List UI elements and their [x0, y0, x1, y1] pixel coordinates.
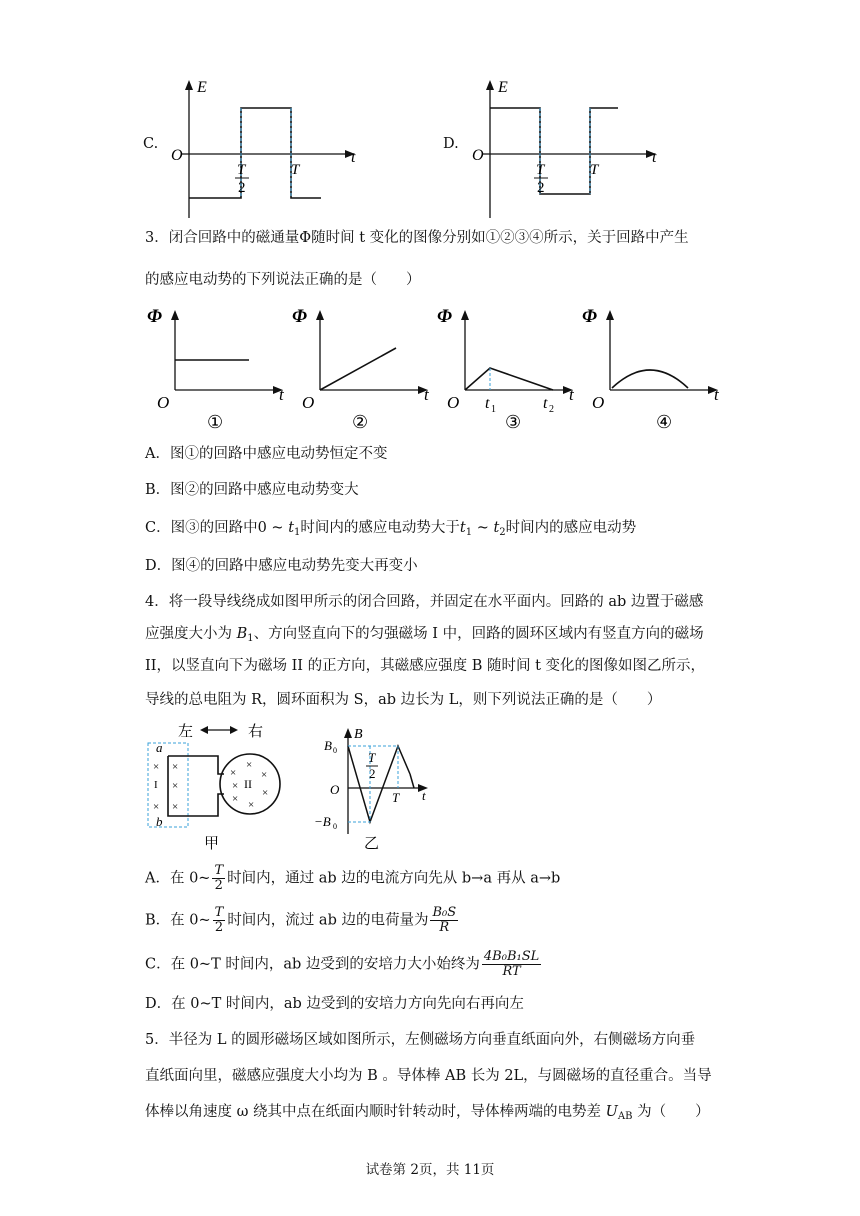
half-period-den: 2 — [537, 180, 545, 196]
graph-label-3: ③ — [505, 412, 522, 432]
q4-line2: 应强度大小为 $B_1$、方向竖直向下的匀强磁场 I 中，回路的圆环区域内有竖直方向的磁场 — [145, 626, 704, 644]
graph-c — [165, 78, 365, 228]
q3-option-d[interactable]: D．图④的回路中感应电动势先变大再变小 — [145, 558, 418, 574]
option-c-label: C. — [143, 136, 159, 152]
svg-text:Φ: Φ — [582, 306, 597, 327]
svg-text:t: t — [485, 395, 490, 412]
svg-text:II: II — [244, 777, 252, 791]
q3-stem-line1: 3．闭合回路中的磁通量Φ随时间 t 变化的图像分别如①②③④所示，关于回路中产生 — [145, 230, 689, 246]
figure-jia-caption: 甲 — [204, 836, 220, 852]
svg-text:−B: −B — [314, 814, 331, 829]
svg-text:×: × — [153, 801, 160, 813]
q4-line3: II，以竖直向下为磁场 II 的正方向，其磁感应强度 B 随时间 t 变化的图像如图乙所示， — [145, 658, 706, 674]
svg-text:b: b — [156, 814, 163, 829]
q3-option-c[interactable]: C．图③的回路中0 ~ $t_1$时间内的感应电动势大于$t_1$ ~ $t_2$时间内的感应电动势 — [145, 520, 637, 538]
half-period-num: T — [536, 162, 545, 178]
svg-text:I: I — [154, 779, 158, 791]
svg-text:T: T — [392, 790, 400, 805]
svg-text:×: × — [232, 793, 239, 805]
graph-label-1: ① — [207, 412, 224, 432]
svg-text:Φ: Φ — [292, 306, 307, 327]
svg-text:×: × — [230, 767, 237, 779]
graph-label-4: ④ — [656, 412, 673, 432]
graph-d — [466, 78, 666, 228]
figure-yi — [310, 716, 460, 856]
q3-stem-line2: 的感应电动势的下列说法正确的是（ ） — [145, 272, 421, 288]
svg-text:O: O — [330, 782, 340, 797]
svg-text:左: 左 — [178, 724, 194, 740]
svg-text:Φ: Φ — [147, 306, 162, 327]
q5-line3: 体棒以角速度 ω 绕其中点在纸面内顺时针转动时，导体棒两端的电势差 $U_{AB}$ 为（ ） — [145, 1104, 710, 1122]
svg-text:×: × — [172, 761, 179, 773]
svg-text:B: B — [324, 738, 332, 753]
axis-e-label: E — [498, 79, 508, 96]
half-period-den: 2 — [238, 180, 246, 196]
phi-graph-1 — [145, 302, 295, 432]
svg-text:t: t — [569, 385, 574, 404]
phi-graph-4 — [580, 302, 730, 432]
svg-text:O: O — [302, 393, 315, 412]
svg-text:右: 右 — [248, 724, 264, 740]
svg-text:0: 0 — [333, 822, 337, 831]
axis-t-label: t — [351, 149, 356, 166]
q4-option-b[interactable]: B．在 0~ $\frac{T}{2}$ 时间内，流过 ab 边的电荷量为 $\frac{\text{B₀S}}{R}$ — [145, 905, 457, 935]
q4-line4: 导线的总电阻为 R，圆环面积为 S，ab 边长为 L，则下列说法正确的是（ ） — [145, 692, 662, 708]
q4-line1: 4．将一段导线绕成如图甲所示的闭合回路，并固定在水平面内。回路的 ab 边置于磁感 — [145, 594, 704, 610]
svg-text:O: O — [447, 393, 460, 412]
page-footer: 试卷第 2页，共 11页 — [365, 1162, 495, 1178]
svg-text:a: a — [156, 740, 163, 755]
svg-text:×: × — [246, 759, 253, 771]
svg-text:t: t — [714, 385, 719, 404]
svg-text:O: O — [592, 393, 605, 412]
q5-line2: 直纸面向里，磁感应强度大小均为 B 。导体棒 AB 长为 2L，与圆磁场的直径重合。当导 — [145, 1068, 712, 1084]
svg-text:×: × — [153, 761, 160, 773]
axis-t-label: t — [652, 149, 657, 166]
svg-text:×: × — [172, 780, 179, 792]
svg-text:2: 2 — [369, 766, 376, 781]
svg-text:×: × — [262, 787, 269, 799]
period-label: T — [590, 162, 599, 178]
svg-text:t: t — [422, 788, 426, 803]
q3-option-b[interactable]: B．图②的回路中感应电动势变大 — [145, 482, 359, 498]
q4-option-a[interactable]: A．在 0~ $\frac{T}{2}$ 时间内，通过 ab 边的电流方向先从 b→a 再从 a→b — [145, 863, 561, 893]
origin-label: O — [472, 147, 484, 164]
option-d-label: D. — [443, 136, 459, 152]
svg-text:×: × — [261, 769, 268, 781]
svg-text:t: t — [424, 385, 429, 404]
svg-text:B: B — [354, 727, 363, 742]
axis-e-label: E — [197, 79, 207, 96]
q4-option-d[interactable]: D．在 0~T 时间内，ab 边受到的安培力方向先向右再向左 — [145, 996, 524, 1012]
svg-text:t: t — [279, 385, 284, 404]
svg-text:T: T — [368, 750, 376, 765]
phi-graph-2 — [290, 302, 440, 432]
q3-option-a[interactable]: A．图①的回路中感应电动势恒定不变 — [145, 446, 388, 462]
graph-label-2: ② — [352, 412, 369, 432]
svg-text:×: × — [172, 801, 179, 813]
half-period-num: T — [237, 162, 246, 178]
svg-text:1: 1 — [491, 404, 496, 415]
period-label: T — [291, 162, 300, 178]
origin-label: O — [171, 147, 183, 164]
phi-graph-3 — [435, 302, 585, 432]
figure-jia — [144, 716, 304, 856]
svg-text:t: t — [543, 395, 548, 412]
q4-option-c[interactable]: C．在 0~T 时间内，ab 边受到的安培力大小始终为 $\frac{\text{4B₀B₁SL}}{RT}$ — [145, 949, 540, 979]
svg-text:O: O — [157, 393, 170, 412]
q5-line1: 5．半径为 L 的圆形磁场区域如图所示，左侧磁场方向垂直纸面向外，右侧磁场方向垂 — [145, 1032, 696, 1048]
svg-text:×: × — [232, 780, 239, 792]
figure-yi-caption: 乙 — [364, 836, 380, 852]
svg-text:Φ: Φ — [437, 306, 452, 327]
svg-text:2: 2 — [549, 404, 554, 415]
svg-text:×: × — [248, 799, 255, 811]
svg-text:0: 0 — [333, 746, 337, 755]
